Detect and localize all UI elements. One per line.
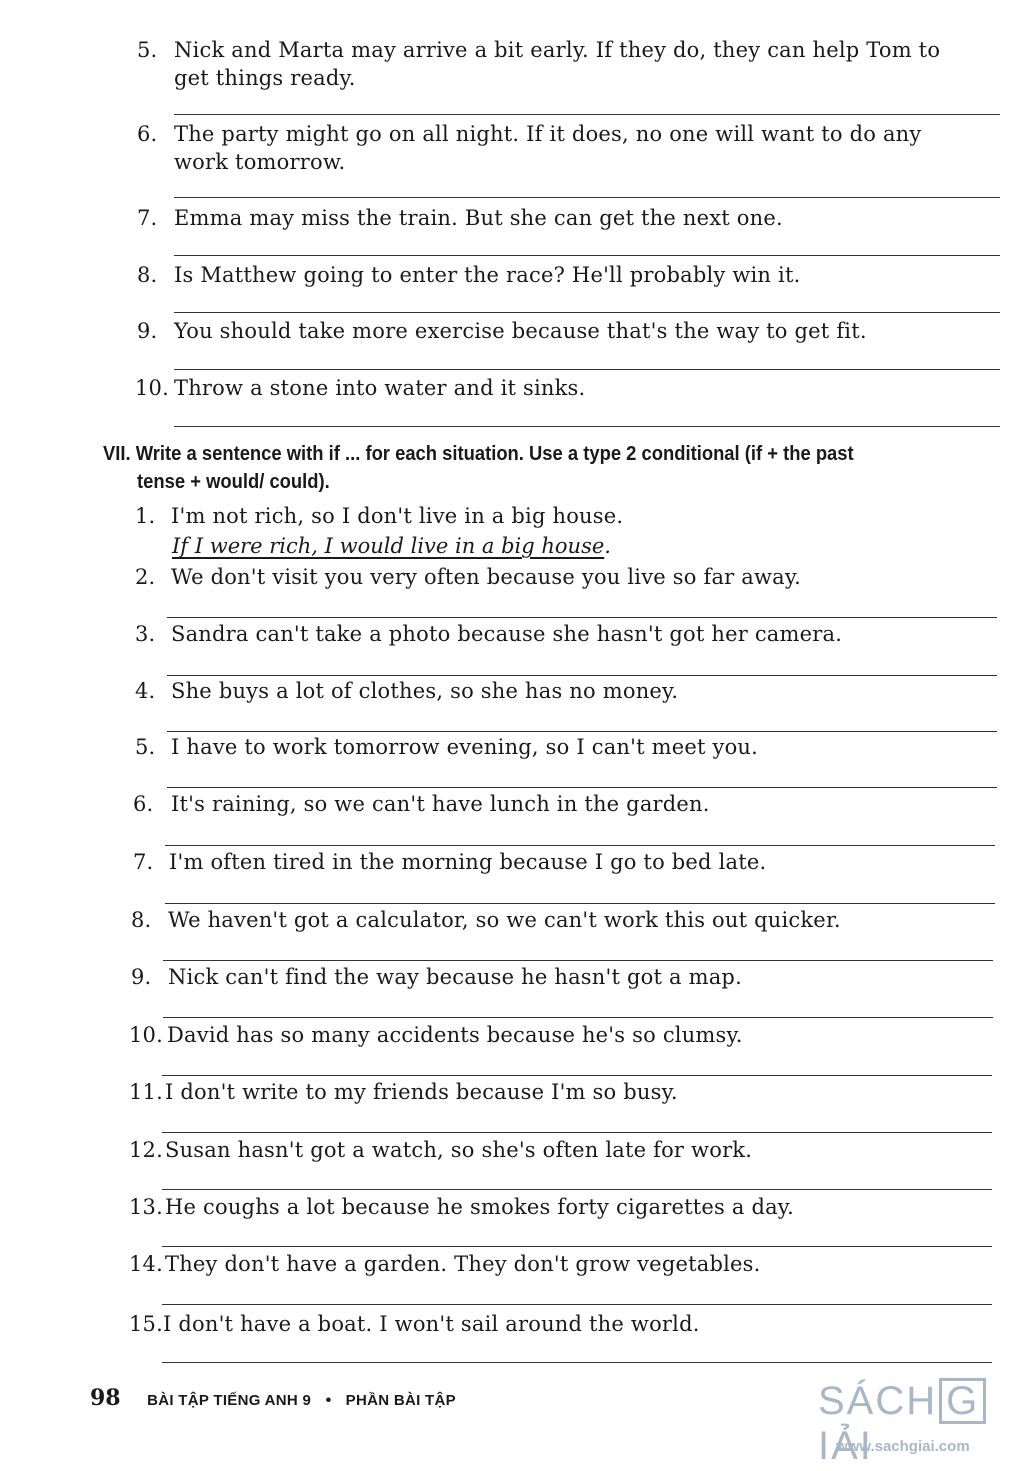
item-text: Nick can't find the way because he hasn't got a map. xyxy=(168,965,742,989)
answer-line[interactable] xyxy=(165,845,995,846)
answer-line[interactable] xyxy=(167,787,997,788)
item-number: 6. xyxy=(137,122,158,146)
item-text-cont: work tomorrow. xyxy=(174,150,346,174)
answer-line[interactable] xyxy=(162,1075,992,1076)
item-text: It's raining, so we can't have lunch in the garden. xyxy=(171,792,710,816)
answer-line[interactable] xyxy=(174,369,1000,370)
answer-line[interactable] xyxy=(162,1362,992,1363)
answer-line[interactable] xyxy=(174,255,1000,256)
answer-line[interactable] xyxy=(174,312,1000,313)
watermark-text-part3: IẢI xyxy=(818,1424,873,1468)
item-number: 4. xyxy=(135,679,156,703)
item-number: 13. xyxy=(129,1195,163,1219)
page-number: 98 xyxy=(90,1385,121,1411)
example-answer-end: . xyxy=(604,534,611,558)
answer-line[interactable] xyxy=(163,960,993,961)
item-number: 8. xyxy=(137,263,158,287)
item-text: Susan hasn't got a watch, so she's often late for work. xyxy=(165,1138,753,1162)
answer-line[interactable] xyxy=(165,903,995,904)
answer-line[interactable] xyxy=(162,1189,992,1190)
item-text: She buys a lot of clothes, so she has no money. xyxy=(171,679,679,703)
answer-line[interactable] xyxy=(162,1304,992,1305)
book-title: BÀI TẬP TIẾNG ANH 9 xyxy=(147,1392,312,1409)
section-instruction-cont: tense + would/ could). xyxy=(137,471,330,493)
item-text: The party might go on all night. If it does, no one will want to do any xyxy=(174,122,922,146)
item-text: We haven't got a calculator, so we can't work this out quicker. xyxy=(168,908,841,932)
item-text: I have to work tomorrow evening, so I can't meet you. xyxy=(171,735,759,759)
item-number: 3. xyxy=(135,622,156,646)
answer-line[interactable] xyxy=(174,197,1000,198)
answer-line[interactable] xyxy=(167,675,997,676)
item-number: 6. xyxy=(133,792,154,816)
item-text: Emma may miss the train. But she can get the next one. xyxy=(174,206,783,230)
answer-line[interactable] xyxy=(167,731,997,732)
item-text: You should take more exercise because that's the way to get fit. xyxy=(174,319,867,343)
item-number: 15. xyxy=(129,1312,163,1336)
item-number: 2. xyxy=(135,565,156,589)
item-number: 10. xyxy=(135,376,169,400)
item-text: David has so many accidents because he's so clumsy. xyxy=(167,1023,743,1047)
item-text: Is Matthew going to enter the race? He'll probably win it. xyxy=(174,263,801,287)
item-number: 14. xyxy=(129,1252,163,1276)
item-text: They don't have a garden. They don't grow vegetables. xyxy=(165,1252,761,1276)
answer-line[interactable] xyxy=(163,1017,993,1018)
item-number: 1. xyxy=(135,504,156,528)
example-answer xyxy=(172,532,611,560)
item-text: Nick and Marta may arrive a bit early. If they do, they can help Tom to xyxy=(174,38,941,62)
item-number: 5. xyxy=(135,735,156,759)
section-heading xyxy=(103,440,1009,496)
answer-line[interactable] xyxy=(167,617,997,618)
answer-line[interactable] xyxy=(174,426,1000,427)
item-text: We don't visit you very often because you live so far away. xyxy=(171,565,802,589)
item-number: 7. xyxy=(137,206,158,230)
item-text: I don't have a boat. I won't sail around the world. xyxy=(163,1312,700,1336)
item-text: I don't write to my friends because I'm so busy. xyxy=(165,1080,678,1104)
item-text-cont: get things ready. xyxy=(174,66,356,90)
watermark-text-part1: SÁCH xyxy=(818,1379,938,1423)
item-number: 9. xyxy=(137,319,158,343)
watermark-text-part2: G xyxy=(939,1378,986,1424)
watermark-logo xyxy=(818,1378,1024,1469)
item-number: 10. xyxy=(129,1023,163,1047)
watermark-url: www.sachgiai.com xyxy=(836,1438,970,1455)
item-number: 8. xyxy=(131,908,152,932)
example-answer-text: If I were rich, I would live in a big house xyxy=(172,534,605,558)
item-text: Throw a stone into water and it sinks. xyxy=(174,376,586,400)
item-number: 7. xyxy=(133,850,154,874)
item-text: Sandra can't take a photo because she hasn't got her camera. xyxy=(171,622,843,646)
item-number: 12. xyxy=(129,1138,163,1162)
page-footer xyxy=(90,1385,456,1411)
item-number: 11. xyxy=(129,1080,163,1104)
item-text: He coughs a lot because he smokes forty cigarettes a day. xyxy=(165,1195,794,1219)
answer-line[interactable] xyxy=(174,114,1000,115)
footer-bullet: • xyxy=(325,1392,332,1409)
section-number: VII. xyxy=(103,443,131,465)
answer-line[interactable] xyxy=(162,1132,992,1133)
answer-line[interactable] xyxy=(162,1246,992,1247)
footer-section: PHẦN BÀI TẬP xyxy=(345,1392,456,1409)
section-instruction: Write a sentence with if ... for each situation. Use a type 2 conditional (if + the past xyxy=(135,443,854,465)
item-text: I'm not rich, so I don't live in a big house. xyxy=(171,504,624,528)
item-text: I'm often tired in the morning because I go to bed late. xyxy=(169,850,767,874)
item-number: 9. xyxy=(131,965,152,989)
item-number: 5. xyxy=(137,38,158,62)
